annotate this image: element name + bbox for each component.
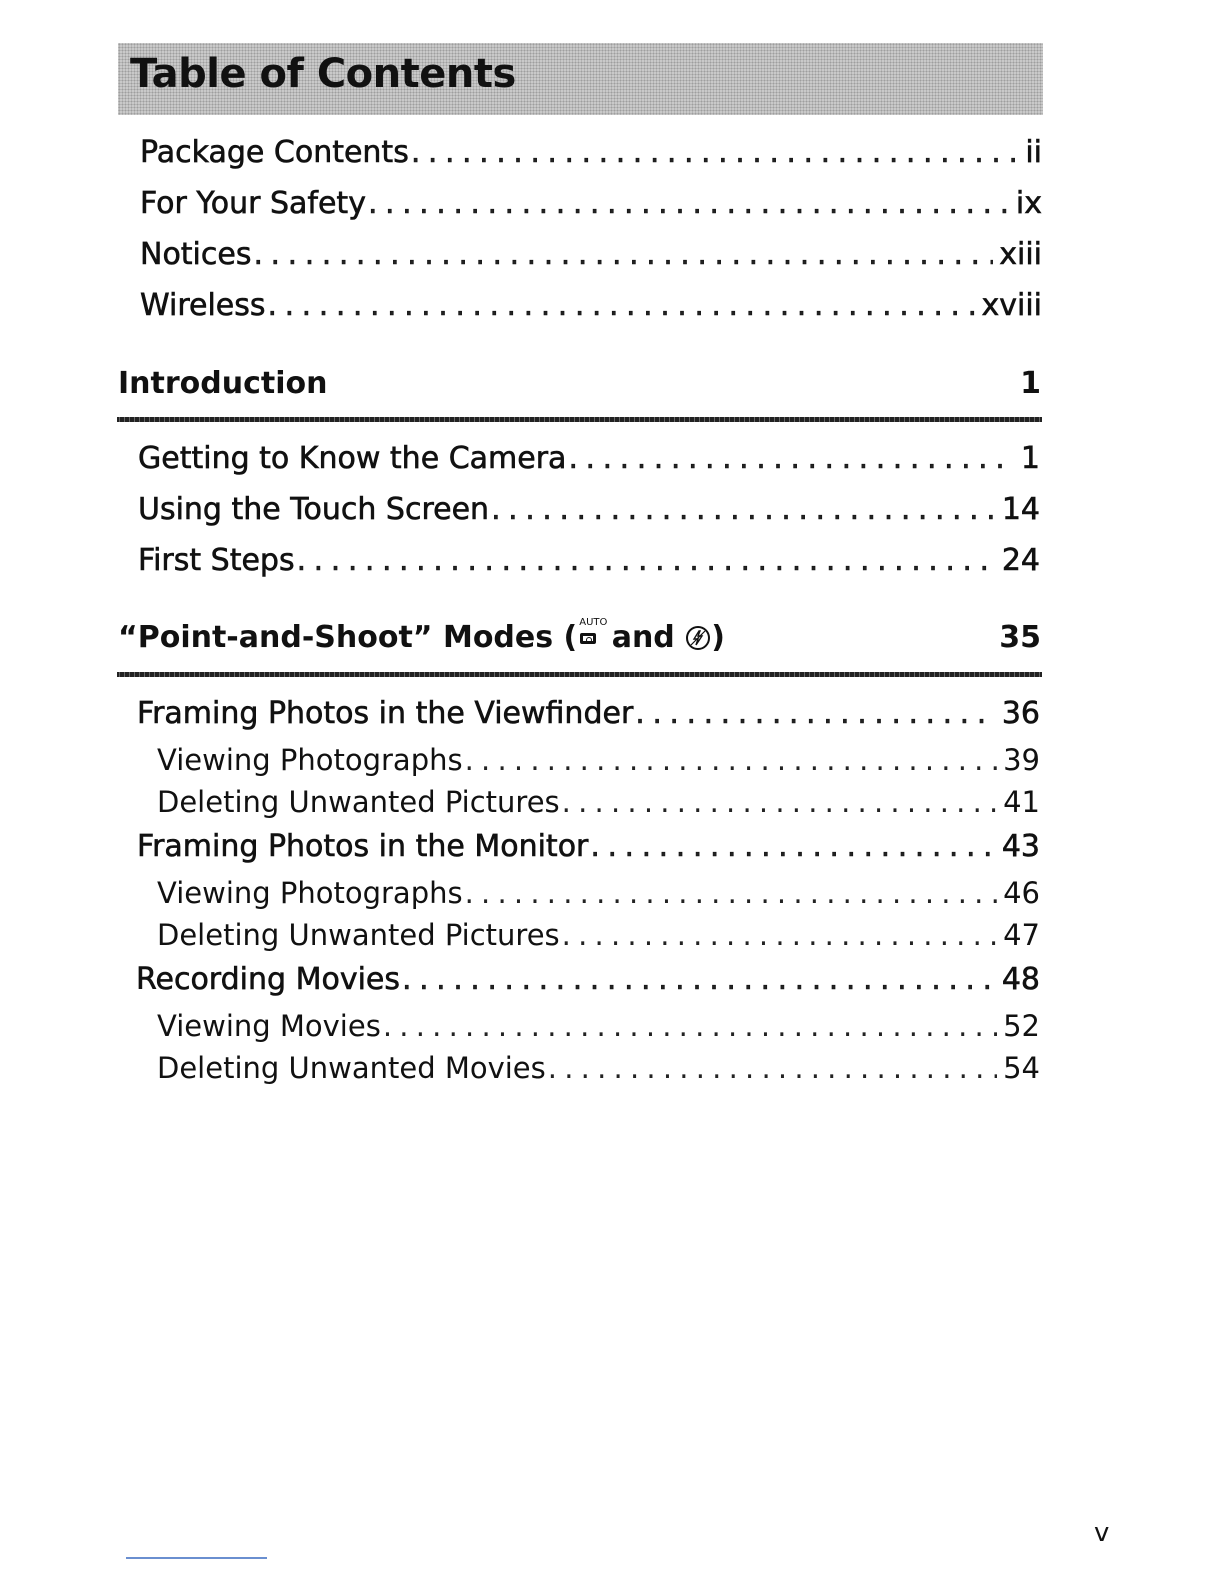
toc-entry-page: 48 xyxy=(1001,962,1040,997)
dot-leader xyxy=(562,785,997,819)
toc-entry-label: Viewing Photographs xyxy=(157,743,463,777)
toc-entry-label: Wireless xyxy=(140,288,266,323)
toc-entry-deleting-movies[interactable] xyxy=(157,1051,1040,1085)
dot-leader xyxy=(548,1051,997,1085)
dot-leader xyxy=(383,1009,997,1043)
dot-leader xyxy=(253,237,993,272)
toc-entry-label: Framing Photos in the Viewfinder xyxy=(137,696,634,731)
toc-entry-getting-to-know[interactable] xyxy=(138,441,1040,476)
toc-entry-page: 47 xyxy=(1003,918,1040,952)
toc-entry-page: ix xyxy=(1015,186,1042,221)
dot-leader xyxy=(635,696,996,731)
section-page: 35 xyxy=(999,620,1041,655)
toc-entry-page: ii xyxy=(1025,135,1042,170)
toc-entry-label: Deleting Unwanted Movies xyxy=(157,1051,546,1085)
toc-entry-viewing-movies[interactable] xyxy=(157,1009,1040,1043)
toc-entry-first-steps[interactable] xyxy=(138,543,1040,578)
toc-entry-page: 52 xyxy=(1003,1009,1040,1043)
toc-entry-label: For Your Safety xyxy=(140,186,366,221)
dot-leader xyxy=(465,876,997,910)
toc-entry-page: 14 xyxy=(1001,492,1040,527)
dot-leader xyxy=(411,135,1020,170)
toc-entry-touch-screen[interactable] xyxy=(138,492,1040,527)
toc-entry-page: 36 xyxy=(1001,696,1040,731)
section-title-suffix: ) xyxy=(711,620,725,655)
toc-entry-package-contents[interactable] xyxy=(140,135,1042,170)
toc-entry-label: Framing Photos in the Monitor xyxy=(137,829,589,864)
toc-entry-page: 39 xyxy=(1003,743,1040,777)
toc-entry-label: Notices xyxy=(140,237,252,272)
section-title-prefix: “Point-and-Shoot” Modes ( xyxy=(118,620,578,655)
section-title: Introduction xyxy=(118,366,328,401)
dot-leader xyxy=(465,743,997,777)
toc-entry-page: 46 xyxy=(1003,876,1040,910)
toc-entry-page: 54 xyxy=(1003,1051,1040,1085)
toc-entry-label: Deleting Unwanted Pictures xyxy=(157,785,560,819)
toc-entry-viewing-photographs-2[interactable] xyxy=(157,876,1040,910)
toc-entry-for-your-safety[interactable] xyxy=(140,186,1042,221)
toc-entry-label: Viewing Photographs xyxy=(157,876,463,910)
dot-leader xyxy=(368,186,1010,221)
toc-entry-viewing-photographs-1[interactable] xyxy=(157,743,1040,777)
section-title xyxy=(118,617,725,655)
dot-leader xyxy=(402,962,996,997)
dot-leader xyxy=(491,492,996,527)
section-divider xyxy=(117,672,1042,677)
toc-entry-label: Viewing Movies xyxy=(157,1009,381,1043)
toc-entry-page: 41 xyxy=(1003,785,1040,819)
section-title-middle: and xyxy=(601,620,686,655)
toc-entry-label: Deleting Unwanted Pictures xyxy=(157,918,560,952)
toc-entry-page: 43 xyxy=(1001,829,1040,864)
toc-entry-page: xiii xyxy=(999,237,1042,272)
section-heading-introduction[interactable] xyxy=(118,366,1041,401)
toc-entry-framing-viewfinder[interactable] xyxy=(137,696,1040,731)
toc-entry-label: Getting to Know the Camera xyxy=(138,441,567,476)
toc-entry-recording-movies[interactable] xyxy=(136,962,1040,997)
auto-mode-icon xyxy=(578,617,608,649)
toc-entry-page: 1 xyxy=(1020,441,1040,476)
toc-entry-notices[interactable] xyxy=(140,237,1042,272)
section-divider xyxy=(117,417,1042,422)
dot-leader xyxy=(562,918,997,952)
flash-off-icon xyxy=(686,626,710,650)
toc-entry-label: Package Contents xyxy=(140,135,409,170)
dot-leader xyxy=(297,543,996,578)
footer-rule xyxy=(126,1557,267,1559)
toc-entry-deleting-pictures-2[interactable] xyxy=(157,918,1040,952)
section-page: 1 xyxy=(1020,366,1041,401)
dot-leader xyxy=(568,441,1014,476)
toc-entry-deleting-pictures-1[interactable] xyxy=(157,785,1040,819)
page-title: Table of Contents xyxy=(130,51,516,97)
page-number: v xyxy=(1094,1518,1110,1548)
toc-entry-page: 24 xyxy=(1001,543,1040,578)
toc-entry-label: Recording Movies xyxy=(136,962,400,997)
toc-entry-label: Using the Touch Screen xyxy=(138,492,490,527)
toc-entry-framing-monitor[interactable] xyxy=(137,829,1040,864)
toc-entry-label: First Steps xyxy=(138,543,295,578)
section-heading-point-and-shoot[interactable] xyxy=(118,617,1041,655)
dot-leader xyxy=(268,288,976,323)
toc-entry-wireless[interactable] xyxy=(140,288,1042,323)
dot-leader xyxy=(590,829,995,864)
toc-entry-page: xviii xyxy=(981,288,1042,323)
auto-mode-icon-text: AUTO xyxy=(579,617,608,628)
